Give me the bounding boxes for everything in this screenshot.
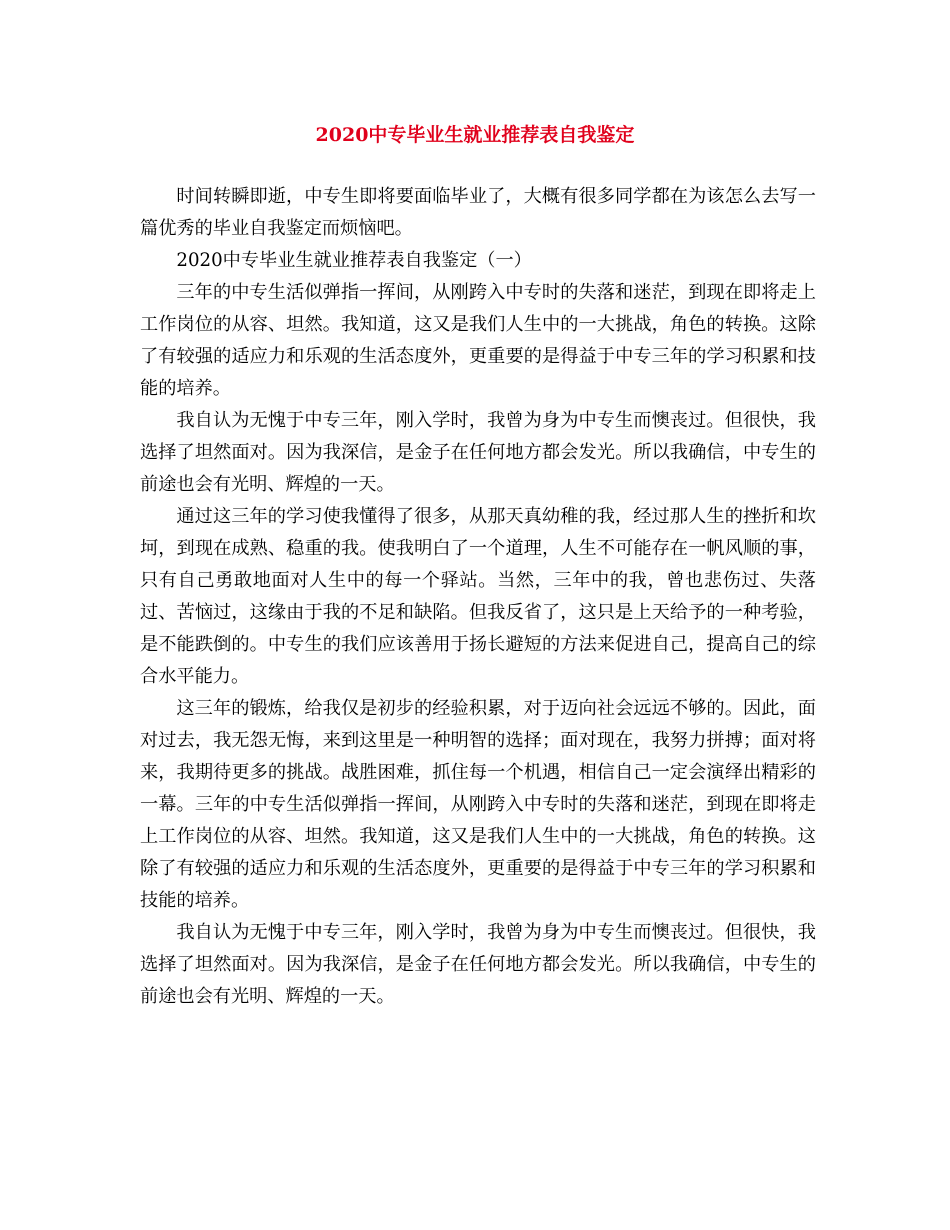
document-title: 2020中专毕业生就业推荐表自我鉴定 bbox=[315, 124, 635, 146]
paragraph: 三年的中专生活似弹指一挥间，从刚跨入中专时的失落和迷茫，到现在即将走上工作岗位的从容、坦然。我知道，这又是我们人生中的一大挑战，角色的转换。这除了有较强的适应力和乐观的生活态度外，更重要的是得益于中专三年的学习积累和技能的培养。 bbox=[140, 282, 816, 399]
paragraph: 这三年的锻炼，给我仅是初步的经验积累，对于迈向社会远远不够的。因此，面对过去，我无怨无悔，来到这里是一种明智的选择；面对现在，我努力拼搏；面对将来，我期待更多的挑战。战胜困难，抓住每一个机遇，相信自己一定会演绎出精彩的一幕。三年的中专生活似弹指一挥间，从刚跨入中专时的失落和迷茫，到现在即将走上工作岗位的从容、坦然。我知道，这又是我们人生中的一大挑战，角色的转换。这除了有较强的适应力和乐观的生活态度外，更重要的是得益于中专三年的学习积累和技能的培养。 bbox=[140, 698, 816, 911]
paragraph: 通过这三年的学习使我懂得了很多，从那天真幼稚的我，经过那人生的挫折和坎坷，到现在成熟、稳重的我。使我明白了一个道理，人生不可能存在一帆风顺的事，只有自己勇敢地面对人生中的每一个驿站。当然，三年中的我，曾也悲伤过、失落过、苦恼过，这缘由于我的不足和缺陷。但我反省了，这只是上天给予的一种考验，是不能跌倒的。中专生的我们应该善用于扬长避短的方法来促进自己，提高自己的综合水平能力。 bbox=[140, 506, 816, 687]
paragraph: 我自认为无愧于中专三年，刚入学时，我曾为身为中专生而懊丧过。但很快，我选择了坦然面对。因为我深信，是金子在任何地方都会发光。所以我确信，中专生的前途也会有光明、辉煌的一天。 bbox=[140, 410, 816, 495]
document-body bbox=[140, 181, 816, 1013]
paragraph: 我自认为无愧于中专三年，刚入学时，我曾为身为中专生而懊丧过。但很快，我选择了坦然面对。因为我深信，是金子在任何地方都会发光。所以我确信，中专生的前途也会有光明、辉煌的一天。 bbox=[140, 922, 816, 1007]
section-heading: 2020中专毕业生就业推荐表自我鉴定（一） bbox=[176, 250, 532, 271]
paragraph-intro: 时间转瞬即逝，中专生即将要面临毕业了，大概有很多同学都在为该怎么去写一篇优秀的毕业自我鉴定而烦恼吧。 bbox=[140, 186, 816, 239]
